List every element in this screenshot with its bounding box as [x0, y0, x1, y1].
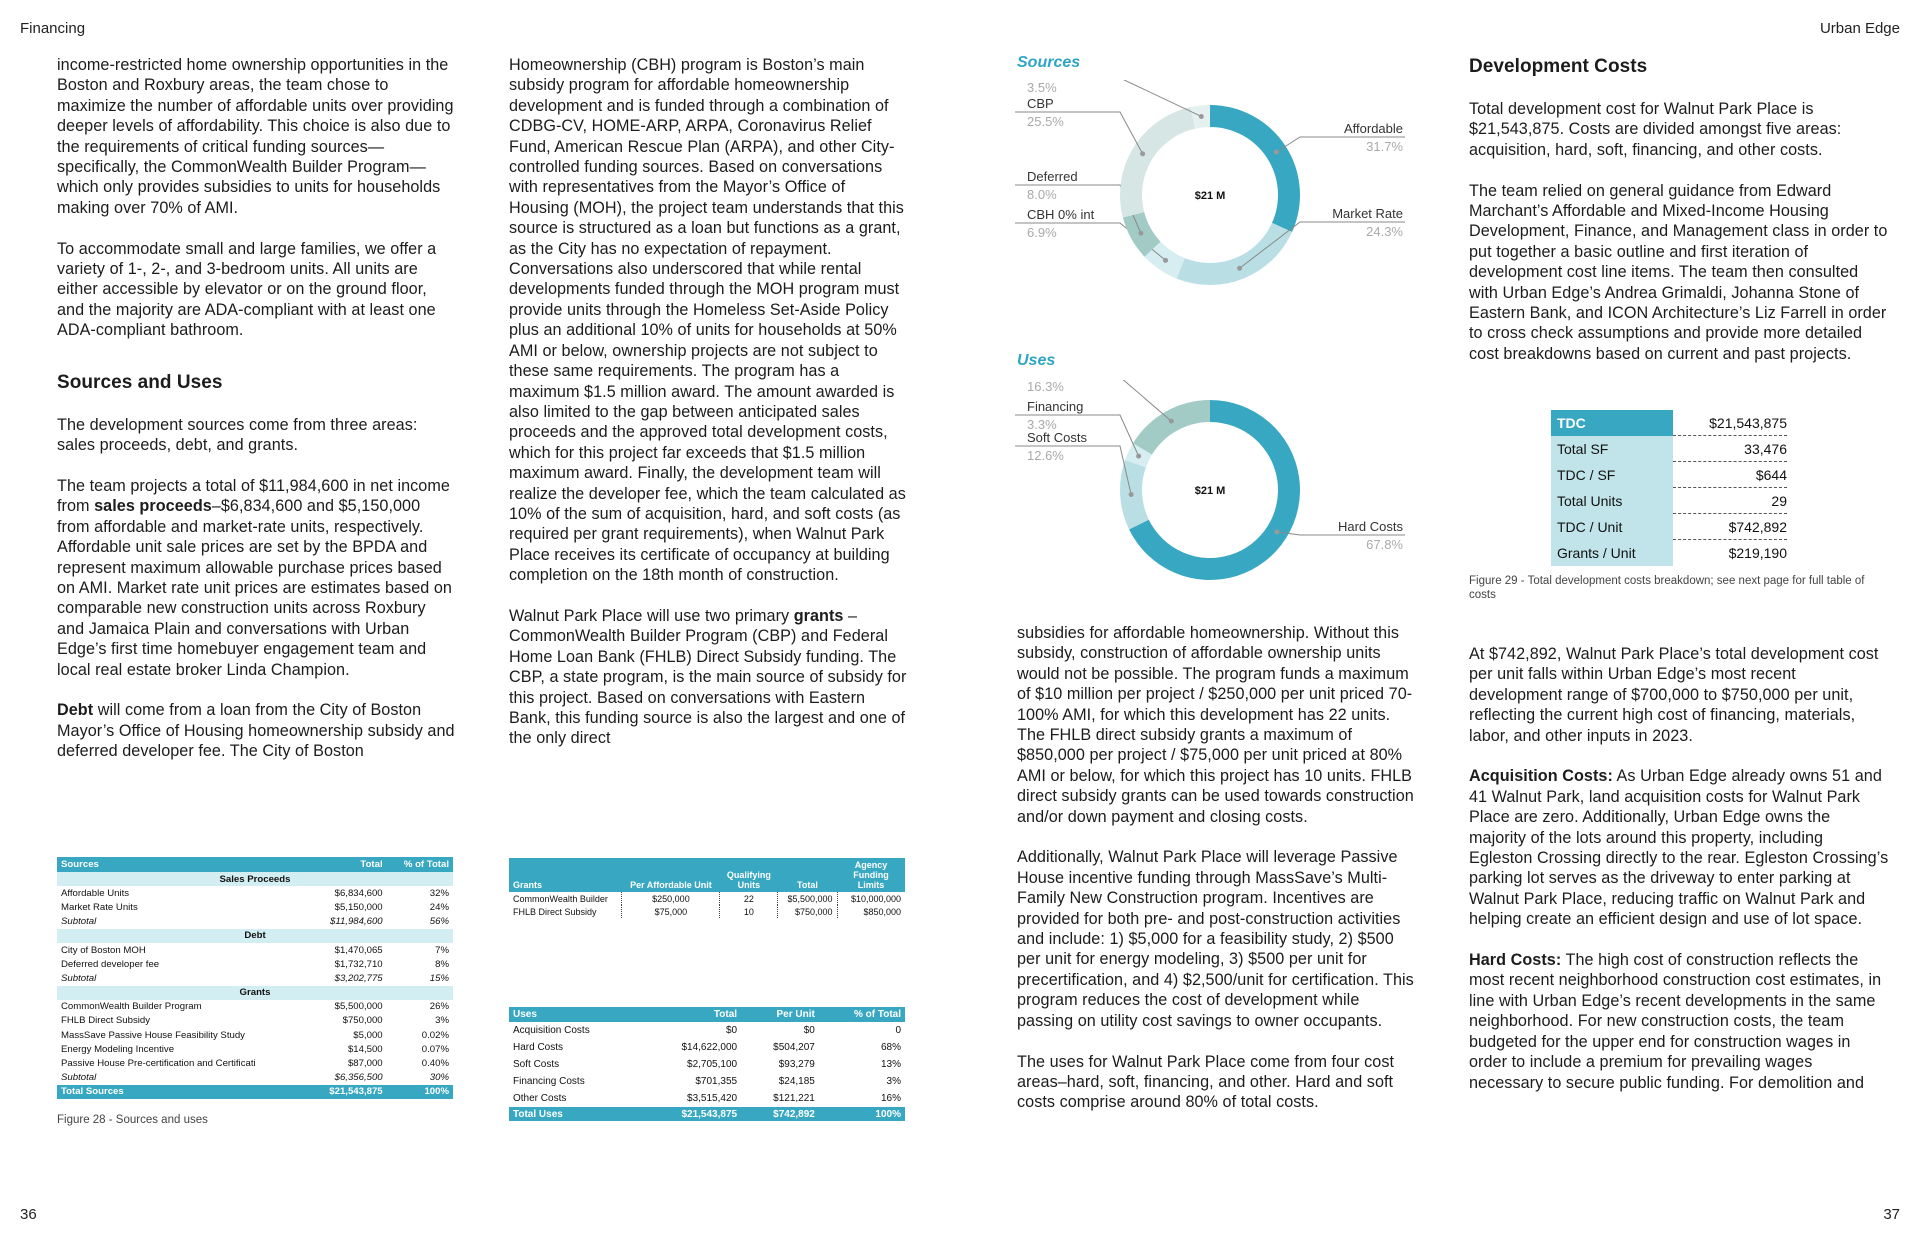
section-row [57, 929, 453, 943]
tdc-row [1551, 488, 1787, 514]
slice-label: Deferred [1027, 169, 1078, 184]
table-cell: 8% [435, 958, 449, 970]
column-1 [57, 55, 457, 782]
table-cell: 68% [880, 1042, 901, 1053]
paragraph: Homeownership (CBH) program is Boston’s main subsidy program for affordable homeownership development and is funded through a combination of CDBG-CV, HOME-ARP, ARPA, Coronavirus Relief Fund, American Rescue Plan (ARPA), and other City-controlled funding sources. Based on conversations with representatives from the Mayor’s Office of Housing (MOH), the project team understands that this source is structured as a loan but functions as a grant, as the City has no expectation of repayment. Conversations also underscored that while rental developments funded through the MOH program must provide units through the Homeless Set-Aside Policy plus an additional 10% of units for households at 50% AMI or below, ownership projects are not subject to these same requirements. The program has a maximum $1.5 million award. The amount awarded is also limited to the gap between anticipated sales proceeds and the approved total development costs, which for this project far exceeds that $1.5 million maximum award. Finally, the development team will realize the developer fee, which the team calculated as 10% of the sum of acquisition, hard, and soft costs (as required per grant requirements), when Walnut Park Place receives its certificate of occupancy at building completion on the 18th month of construction. [509, 56, 906, 585]
tdc-label: TDC / Unit [1551, 514, 1673, 540]
table-row [509, 892, 905, 905]
table-cell: 56% [429, 916, 449, 928]
tdc-value: $644 [1673, 462, 1787, 488]
donut-slice-soft-costs [1120, 460, 1149, 529]
section-heading: Development Costs [1469, 56, 1648, 77]
table-cell: 3% [435, 1015, 449, 1027]
leader-dot [1163, 258, 1168, 263]
slice-percent: 67.8% [1366, 537, 1403, 552]
tdc-label: Total Units [1551, 488, 1673, 514]
table-cell: 22 [720, 892, 778, 905]
table-row [57, 1000, 453, 1014]
table-cell: 100% [819, 1107, 905, 1121]
table-cell: CommonWealth Builder Program [61, 1001, 202, 1013]
table-row [509, 1022, 905, 1039]
figure-28-caption: Figure 28 - Sources and uses [57, 1114, 208, 1126]
table-cell: $11,984,600 [330, 916, 383, 928]
table-cell: $5,150,000 [334, 901, 383, 913]
table-cell: $250,000 [622, 892, 720, 905]
table-cell: Market Rate Units [61, 901, 138, 913]
column-3 [1017, 623, 1417, 1133]
grants-table [509, 858, 905, 918]
column-header: % of Total [387, 857, 453, 872]
paragraph: To accommodate small and large families, we offer a variety of 1-, 2-, and 3-bedroom units. All units are either accessible by elevator or on the ground floor, and the majority are ADA-compliant with at least one ADA-compliant bathroom. [57, 239, 437, 340]
table-cell: 0.07% [421, 1043, 449, 1055]
table-cell: $6,834,600 [334, 887, 383, 899]
leader-dot [1199, 114, 1204, 119]
paragraph: Total development cost for Walnut Park Place is $21,543,875. Costs are divided amongst five areas: acquisition, hard, soft, financing, and other costs. [1469, 100, 1842, 159]
table-row [57, 957, 453, 971]
uses-chart-title: Uses [1017, 352, 1056, 369]
section-title: Grants [57, 986, 453, 1000]
sources-table-wrap [57, 857, 453, 1127]
table-cell: $0 [725, 1025, 738, 1036]
table-cell: Soft Costs [513, 1059, 560, 1070]
column-header: Total [778, 858, 837, 892]
table-cell: $742,892 [741, 1107, 819, 1121]
table-cell: 24% [429, 901, 449, 913]
table-cell: 13% [880, 1059, 901, 1070]
table-cell: $2,705,100 [687, 1059, 738, 1070]
table-cell: $14,500 [347, 1043, 383, 1055]
tdc-value: 29 [1673, 488, 1787, 514]
table-cell: $121,221 [773, 1093, 815, 1104]
table-cell: MassSave Passive House Feasibility Study [61, 1029, 245, 1041]
tdc-label: TDC [1551, 410, 1673, 436]
donut-slice-market-rate [1177, 223, 1292, 285]
table-cell: $0 [803, 1025, 815, 1036]
section-heading: Sources and Uses [57, 371, 223, 393]
table-cell: $93,279 [778, 1059, 815, 1070]
table-cell: 0.40% [421, 1058, 449, 1070]
table-cell: $504,207 [773, 1042, 815, 1053]
slice-percent: 25.5% [1027, 114, 1064, 129]
table-cell: $6,356,500 [334, 1072, 383, 1084]
table-cell: $3,202,775 [334, 972, 383, 984]
paragraph: Walnut Park Place will use two primary grants – CommonWealth Builder Program (CBP) and Federal Home Loan Bank (FHLB) Direct Subsidy funding. The CBP, a state program, is the main source of subsidy for this project. Based on conversations with Eastern Bank, this funding source is also the largest and one of the only direct [509, 606, 907, 748]
tdc-row [1551, 514, 1787, 540]
table-cell: Deferred developer fee [61, 958, 160, 970]
paragraph: Debt will come from a loan from the City of Boston Mayor’s Office of Housing homeownership subsidy and deferred developer fee. The City of Boston [57, 701, 455, 761]
paragraph: Additionally, Walnut Park Place will leverage Passive House incentive funding through MassSave’s Multi-Family New Construction program. Incentives are provided for both pre- and post-construction activities and include: 1) $5,000 for a feasibility study, 2) $500 per unit for energy modeling, 3) $500 per unit for precertification, and 4) $2,500/unit for certification. This program reduces the cost of development while passing on utility cost savings to owner occupants. [1017, 848, 1414, 1030]
slice-label: Market Rate [1332, 206, 1403, 221]
subtotal-row [57, 915, 453, 929]
column-header: Agency Funding Limits [837, 858, 905, 892]
table-cell: 30% [429, 1072, 449, 1084]
leader-dot [1169, 419, 1174, 424]
tdc-label: Grants / Unit [1551, 540, 1673, 566]
page-number-right: 37 [1883, 1206, 1900, 1223]
table-cell: Acquisition Costs [513, 1025, 590, 1036]
table-row [57, 943, 453, 957]
sources-table [57, 857, 453, 1099]
tdc-summary-table [1551, 410, 1787, 566]
table-cell: $701,355 [695, 1076, 738, 1087]
table-cell: 0 [895, 1025, 901, 1036]
table-cell: 0.02% [421, 1029, 449, 1041]
table-cell: 10 [720, 905, 778, 918]
table-cell: $1,470,065 [334, 944, 383, 956]
leader-dot [1136, 454, 1141, 459]
column-header: Total [310, 857, 387, 872]
table-header-row [509, 1007, 905, 1022]
total-row [509, 1107, 905, 1121]
table-cell: $14,622,000 [681, 1042, 738, 1053]
column-header: % of Total [819, 1007, 905, 1022]
paragraph: income-restricted home ownership opportunities in the Boston and Roxbury areas, the team chose to maximize the number of affordable units over providing deeper levels of affordability. This choice is also due to the requirements of critical funding sources—specifically, the CommonWealth Builder Program—which only provides subsidies to units for households making over 70% of AMI. [57, 56, 454, 217]
leader-dot [1237, 266, 1242, 271]
section-title: Debt [57, 929, 453, 943]
table-cell: $5,500,000 [778, 892, 837, 905]
total-row [57, 1085, 453, 1099]
tdc-value: $742,892 [1673, 514, 1787, 540]
table-cell: Passive House Pre-certification and Certificati [61, 1058, 256, 1070]
table-header-row [509, 858, 905, 892]
leader-dot [1138, 231, 1143, 236]
table-row [57, 900, 453, 914]
section-row [57, 986, 453, 1000]
paragraph: At $742,892, Walnut Park Place’s total development cost per unit falls within Urban Edge’s most recent development range of $700,000 to $750,000 per unit, reflecting the current high cost of financing, materials, labor, and other inputs in 2023. [1469, 645, 1879, 745]
table-cell: Energy Modeling Incentive [61, 1043, 175, 1055]
donut-slice-other [1133, 400, 1210, 455]
table-cell: Total Sources [57, 1085, 310, 1099]
table-cell: $850,000 [837, 905, 905, 918]
tdc-row [1551, 436, 1787, 462]
column-header: Sources [57, 857, 310, 872]
column-header: Grants [509, 858, 622, 892]
donut-center-label: $21 M [1194, 485, 1226, 497]
slice-percent: 31.7% [1366, 139, 1403, 154]
tdc-row [1551, 462, 1787, 488]
leader-dot [1274, 529, 1279, 534]
tdc-value: 33,476 [1673, 436, 1787, 462]
table-row [57, 886, 453, 900]
table-cell: Total Uses [509, 1107, 642, 1121]
tdc-value: $21,543,875 [1673, 410, 1787, 436]
table-row [57, 1014, 453, 1028]
slice-percent: 6.9% [1027, 225, 1057, 240]
paragraph: Hard Costs: The high cost of construction reflects the most recent neighborhood construction cost estimates, in line with Urban Edge’s recent developments in the same neighborhood. For new construction costs, the team budgeted for the upper end for construction wages in order to include a premium for prevailing wages necessary to secure public funding. For demolition and [1469, 951, 1882, 1092]
table-cell: Subtotal [61, 916, 97, 928]
tdc-label: TDC / SF [1551, 462, 1673, 488]
table-cell: $21,543,875 [310, 1085, 387, 1099]
column-header: Per Affordable Unit [622, 858, 720, 892]
paragraph: subsidies for affordable homeownership. Without this subsidy, construction of affordable ownership units would not be possible. The program funds a maximum of $10 million per project / $250,000 per unit priced 70-100% AMI, for which this development has 22 units. The FHLB direct subsidy grants a maximum of $850,000 per project / $75,000 per unit priced at 80% AMI or below, for which this project has 10 units. FHLB direct subsidy grants can be used towards construction and/or down payment and closing costs. [1017, 624, 1414, 826]
paragraph: The team projects a total of $11,984,600 in net income from sales proceeds–$6,834,600 and $5,150,000 from affordable and market-rate units, respectively. Affordable unit sale prices are set by the BPDA and represent maximum allowable purchase prices based on AMI. Market rate unit prices are estimates based on comparable new construction units across Roxbury and Jamaica Plain and conversations with Urban Edge’s first time homebuyer engagement team and local real estate broker Linda Champion. [57, 476, 452, 679]
grants-table-wrap [509, 858, 905, 918]
column-2 [509, 55, 909, 769]
table-cell: 16% [880, 1093, 901, 1104]
table-cell: 3% [886, 1076, 901, 1087]
slice-label: CBH 0% int [1027, 207, 1095, 222]
table-cell: 100% [387, 1085, 453, 1099]
section-row [57, 872, 453, 886]
paragraph: Acquisition Costs: As Urban Edge already owns 51 and 41 Walnut Park, land acquisition costs for Walnut Park Place are zero. Additionally, Urban Edge owns the majority of the lots around this property, including Egleston Crossing directly to the rear. Egleston Crossing’s parking lot serves as the driveway to enter parking at Walnut Park Place, reducing traffic on Walnut Park and helping create an efficient design and use of lot space. [1469, 767, 1889, 929]
slice-label: Hard Costs [1337, 519, 1403, 534]
leader-dot [1140, 151, 1145, 156]
slice-label: Affordable [1343, 121, 1403, 136]
column-header: Per Unit [741, 1007, 819, 1022]
subtotal-row [57, 1071, 453, 1085]
slice-label: CBP [1027, 96, 1054, 111]
table-cell: CommonWealth Builder [513, 893, 608, 904]
donut-slice-cbp [1120, 107, 1195, 217]
tdc-row [1551, 540, 1787, 566]
column-header: Qualifying Units [720, 858, 778, 892]
slice-percent: 16.3% [1027, 380, 1064, 394]
table-cell: FHLB Direct Subsidy [61, 1015, 151, 1027]
table-row [57, 1042, 453, 1056]
table-row [57, 1028, 453, 1042]
table-row [509, 1073, 905, 1090]
tdc-label: Total SF [1551, 436, 1673, 462]
table-cell: 15% [429, 972, 449, 984]
paragraph: The team relied on general guidance from Edward Marchant’s Affordable and Mixed-Income Housing Development, Finance, and Management class in order to put together a basic outline and first iteration of development cost line items. The team then consulted with Urban Edge’s Andrea Grimaldi, Johanna Stone of Eastern Bank, and ICON Architecture’s Liz Farrell in order to cross check assumptions and provide more detailed cost breakdowns based on current and past projects. [1469, 181, 1888, 363]
subtotal-row [57, 971, 453, 985]
table-cell: $750,000 [342, 1015, 383, 1027]
uses-donut-chart [1010, 380, 1410, 610]
running-head-right: Urban Edge [1819, 20, 1900, 37]
table-cell: Hard Costs [513, 1042, 564, 1053]
table-cell: 7% [435, 944, 449, 956]
paragraph: The uses for Walnut Park Place come from four cost areas–hard, soft, financing, and other. Hard and soft costs comprise around 80% of total costs. [1017, 1052, 1395, 1112]
table-cell: $75,000 [622, 905, 720, 918]
table-cell: Subtotal [61, 972, 97, 984]
donut-slice-affordable [1210, 105, 1300, 232]
table-cell: $1,732,710 [334, 958, 383, 970]
uses-table-wrap [509, 1007, 905, 1121]
slice-percent: 12.6% [1027, 448, 1064, 463]
table-header-row [57, 857, 453, 872]
slice-percent: 8.0% [1027, 187, 1057, 202]
tdc-value: $219,190 [1728, 545, 1787, 561]
table-cell: Other Costs [513, 1093, 567, 1104]
running-head-left: Financing [20, 20, 86, 37]
table-cell: Subtotal [61, 1072, 97, 1084]
table-row [57, 1056, 453, 1070]
leader-dot [1274, 150, 1279, 155]
slice-label: Soft Costs [1027, 430, 1087, 445]
column-4 [1469, 55, 1889, 385]
slice-label: Financing [1027, 399, 1084, 414]
leader-dot [1129, 492, 1134, 497]
donut-center-label: $21 M [1194, 190, 1226, 202]
paragraph: The development sources come from three areas: sales proceeds, debt, and grants. [57, 415, 418, 455]
table-row [509, 905, 905, 918]
table-cell: 32% [429, 887, 449, 899]
table-cell: $87,000 [347, 1058, 383, 1070]
section-title: Sales Proceeds [57, 872, 453, 886]
slice-percent: 3.5% [1027, 80, 1057, 95]
slice-percent: 24.3% [1366, 224, 1403, 239]
table-cell: $10,000,000 [837, 892, 905, 905]
table-cell: Financing Costs [513, 1076, 585, 1087]
table-cell: City of Boston MOH [61, 944, 146, 956]
page-number-left: 36 [20, 1206, 37, 1223]
table-cell: $21,543,875 [642, 1107, 742, 1121]
table-cell: 26% [429, 1001, 449, 1013]
column-header: Uses [509, 1007, 642, 1022]
table-cell: $3,515,420 [687, 1093, 738, 1104]
slice-percent: 3.3% [1027, 417, 1057, 432]
table-cell: $5,000 [353, 1029, 383, 1041]
table-cell: $24,185 [778, 1076, 815, 1087]
table-row [509, 1090, 905, 1107]
table-row [509, 1056, 905, 1073]
column-4-continued [1469, 644, 1889, 1113]
table-cell: $750,000 [778, 905, 837, 918]
uses-table [509, 1007, 905, 1121]
table-cell: FHLB Direct Subsidy [513, 906, 597, 917]
sources-chart-title: Sources [1017, 54, 1081, 71]
table-cell: $5,500,000 [334, 1001, 383, 1013]
table-row [509, 1039, 905, 1056]
figure-29-caption: Figure 29 - Total development costs breakdown; see next page for full table of costs [1469, 575, 1865, 601]
tdc-row [1551, 410, 1787, 436]
table-cell: Affordable Units [61, 887, 130, 899]
column-header: Total [642, 1007, 742, 1022]
sources-donut-chart [1010, 80, 1410, 300]
